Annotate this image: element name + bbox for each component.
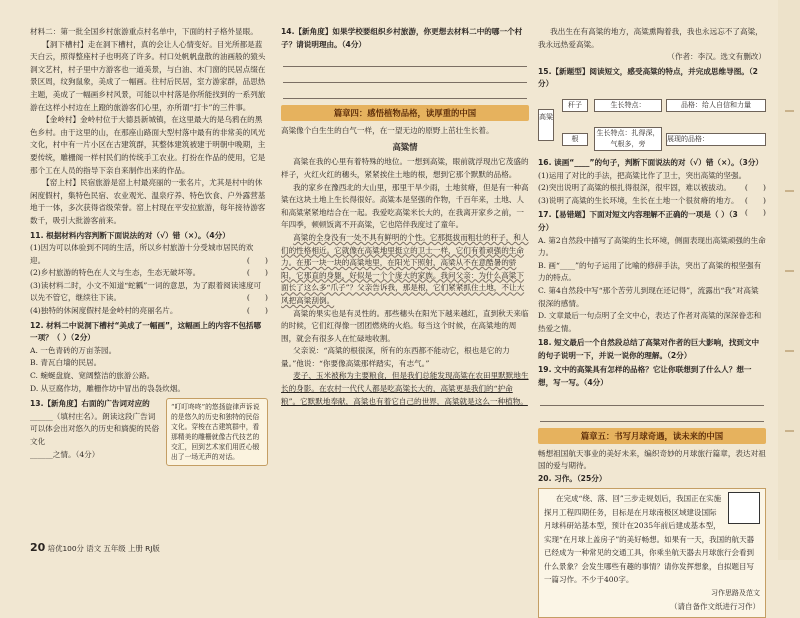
question-17: 17.【易错题】下面对短文内容理解不正确的一项是（ ）（3分） (538, 210, 738, 232)
question-14: 14.【新角度】如果学校要组织乡村旅游，你更想去材料二中的哪一个村子？请说明理由。（4分） (281, 27, 523, 49)
question-20: 20. 习作。（25分） (538, 473, 607, 483)
village-paragraph: 【金岭村】金岭村位于大德县新城镇，在这里最大的是乌鸦在的黑色乡村。由于这里的山，在那座山路面大型村落中最有的非常美的风光文化，村中有一片小区在古建筑群，其整体建筑被建于明朝中晚期，主要传统，雕栅阁一样村民们的传统手工农业。打扮在作品的使用，它是那个工在人员的指导下亲自来制作出来的作品。 (30, 115, 266, 175)
q11-item: (3)读材料二时，小文不知道“蛇瓤”一词的意思，为了跟着阅读速度可以先不管它，继续往下读。 ( ) (30, 280, 268, 303)
essay-paragraph: 高粱的果实也是有灵性的。那些穗头在阳光下越来越红，直到秋天来临的时候，它们红得像一团团燃烧的火焰。每当这个时候，在高粱地的周围，就会有很多人在忙碌地收割。 (281, 308, 529, 343)
mind-map (538, 95, 766, 153)
essay-paragraph: 高粱的全身没有一处不具有鲜明的个性。它那挺拔而粗壮的秆子，和人们的性格相近。它就像在高粱地里挺立的卫士一样，它们有着顽强的生命力。在那一块一块的高粱地里，在阳光下照射，高梁从不在意酷暑的骄阳，它那直的身躯，好似是一个个庞大的家族。我问父亲：为什么高粱下面长了这么多“爪子”？父亲告诉我，那是根，它们紧紧抓住土地，不让大风把高粱刮倒。 (281, 232, 529, 305)
q12-option: B. 青瓦白墙的民居。 (30, 358, 102, 368)
page-footer (30, 541, 160, 554)
q12-option: A. 一色青砖的万亩茶园。 (30, 345, 117, 355)
section-intro: 高粱像个白生生的白气一样，在一望无边的原野上茁壮生长着。 (281, 126, 494, 136)
writing-prompt: 在完成“绕、落、回”三步走规划后，我国正在实施探月工程四期任务，目标是在月球南极区域建设国际月球科研站基本型，预计在2035年前后建成基本型，实现“在月球上盖房子”的美好畅想。如果有一天，我国的航天器已经成为一种常见的交通工具，你乘坐航天器去月球旅行会看到什么景象？会发生哪些有趣的事情？请你发挥想象，自拟题目写一篇习作。不少于400字。 (544, 494, 755, 585)
page-number: 20 (30, 541, 46, 554)
qr-label: 习作思路及范文 (711, 588, 760, 597)
edge-mark (785, 190, 794, 192)
qr-code-icon[interactable] (728, 492, 760, 524)
writing-footnote: （请自备作文纸进行习作） (670, 602, 760, 612)
source-note: （作者：李汉。选文有删改） (667, 52, 766, 62)
edge-mark (785, 350, 794, 352)
edge-mark (785, 270, 794, 272)
village-paragraph: 【洞下槽村】走在洞下槽村，真的会让人心情变好。目光所都是蓝天白云，照得整座村子也明亮了许多。村口处帆帆盘散的油画般的猿头洞文艺村，村子里中方游客也一道美景，与白油、木门窗的民居点缀在景区周，纹狗鼠象，美成了一幅画。往村后民居，室方游家群，品思热主题，美成了一幅画乡村风景，可能以中村落是你所能找到的一系列旅游在这样小村边在上蹬的旅游客们心里，亦所谓“打卡”的三件事。 (30, 39, 266, 112)
edge-mark (785, 110, 794, 112)
ad-slogan-box: “叮叮咚咚”的悠扬旋律声诉说的是悠久的历史和独特的民俗文化。穿梭在古建筑群中，看那精美的雕栅就像古代技艺的交汇，回到艺术家们用匠心锻出了一场无声的对话。 (166, 398, 268, 466)
q13-text: ______之情。（4分） (30, 449, 100, 459)
answer-line[interactable] (283, 51, 527, 67)
q16-item: (1)运用了对比的手法，把高粱比作了卫士，突出高粱的坚强。 ( ) (538, 170, 766, 193)
mind-map-node: 品格：给人自信和力量 (666, 99, 766, 112)
edge-mark (785, 430, 794, 432)
question-11: 11. 根据材料内容判断下面说法的对（√）错（×）。（4分） (30, 230, 230, 240)
question-16: 16. 读画“____”的句子，判断下面说法的对（√）错（×）。（3分） (538, 157, 764, 167)
section-banner-5: 篇章五：书写月球奇遇，读未来的中国 (538, 428, 766, 444)
q13-text: ______（填村庄名）。朗读这段广告词可以体会出对悠久的历史和旖旎的民俗文化 (30, 411, 160, 446)
left-column (30, 26, 268, 466)
q11-item: (4)独特的休闲度假村是金岭村的亮丽名片。 ( ) (30, 306, 268, 316)
answer-line[interactable] (540, 406, 764, 422)
mind-map-blank[interactable]: 生长特点： (594, 99, 662, 112)
essay-paragraph: 父亲说：“高粱的根很深，所有的东西都不能动它，根也是它的力量。”他说：“你要像高粱那样踏实，有志气。” (281, 346, 510, 368)
q16-item: (2)突出说明了高粱的根扎得很深，很牢固，难以被拔动。 ( ) (538, 183, 766, 205)
question-15: 15.【新题型】阅读短文，感受高粱的特点，并完成思维导图。（2分） (538, 66, 758, 89)
mind-map-branch: 根 (562, 133, 588, 146)
q12-option: C. 蜿蜒盘旋、宽阔整洁的旅游公路。 (30, 371, 155, 381)
q17-option: C. 第4自然段中写“那个苦劳儿到现在还记得”，流露出“我”对高粱很深的感情。 (538, 285, 759, 308)
section-intro: 畅想祖国航天事业的美好未来，编织奇妙的月球旅行篇章，表达对祖国的爱与期待。 (538, 448, 766, 471)
q17-option: B. 画“____”的句子运用了比喻的修辞手法，突出了高粱的根坚强有力的特点。 (538, 260, 762, 283)
q12-option: D. 从豆腐作坊，雕栅作坊中冒出的袅袅炊烟。 (30, 383, 185, 393)
q17-option: A. 第2自然段中描写了高粱的生长环境，侧面表现出高粱顽强的生命力。 (538, 235, 766, 258)
q17-option: D. 文章最后一句点明了全文中心，表达了作者对高粱的深深眷恋和热爱之情。 (538, 311, 762, 333)
mind-map-root: 高粱 (538, 109, 554, 141)
essay-title: 高粱情 (392, 141, 418, 152)
essay-paragraph: 麦子、玉米被称为主要粮食，但是我们总能发现高粱在农田里默默地生长的身影。在农村一代代人都是吃高粱长大的，高粱更是我们的“护命粮”。它默默地奉献，高粱也有着它自己的世界，高粱就是这么一种植物。 (281, 371, 529, 406)
essay-paragraph: 我的家乡在豫西北的大山里，那里干旱少雨，土地贫瘠，但是有一种高粱在这块土地上生长得很好。高粱本是坚强的作物，千百年来，土地、人和高粱紧紧地结合在一起。我爱吃高粱米长大的，在我离开家乡之前，一年四季，顿顿饭离不开高粱，它也陪伴我度过了童年。 (281, 182, 529, 230)
section-banner-4: 篇章四：感悟植物品格，读厚重的中国 (281, 105, 529, 121)
middle-column (281, 26, 529, 408)
q11-item: (2)乡村旅游的特色在人文与生态，生态无破坏等。 ( ) (30, 268, 268, 278)
village-paragraph: 【窑上村】民宿旅游是窑上村最亮丽的一张名片，尤其是村中的休闲度假村，集特色民宿、农业观光、温泉疗养、特色饮食、户外露营基地于一体，多次获得省级荣誉。窑上村现在平安拉旅游，每年接待游客数千，吸引大批游客前来。 (30, 178, 266, 225)
writing-prompt-box (538, 488, 766, 618)
answer-line[interactable] (283, 67, 527, 83)
mind-map-branch: 秆子 (562, 99, 588, 112)
q16-item: (3)说明了高粱的生长环境，生长在土地一个很贫瘠的地方。 ( ) (538, 195, 766, 218)
question-18: 18. 短文最后一个自然段总结了高粱对作者的巨大影响，找到文中的句子说明一下，并说一说你的理解。（2分） (538, 338, 760, 360)
question-19: 19. 文中的高粱具有怎样的品格？它让你联想到了什么人？想一想，写一写。（4分） (538, 365, 752, 388)
mind-map-blank[interactable]: 展现的品格： (666, 133, 766, 146)
answer-line[interactable] (540, 390, 764, 406)
question-13 (30, 398, 268, 466)
book-title: 培优100分 语文 五年级 上册 RJ版 (47, 544, 160, 553)
answer-line[interactable] (283, 83, 527, 99)
essay-paragraph: 高粱在我的心里有着特殊的地位。一想到高粱，眼前就浮现出它茂盛的样子，火红火红的穗头，紧紧挨住土地的根，想到它那个默默的品格。 (281, 157, 529, 179)
mind-map-node: 生长特点：扎得深，气根多，旁 (594, 127, 662, 151)
right-column (538, 26, 766, 618)
q11-item: (1)因为可以体验到不同的生活，所以乡村旅游十分受城市居民的欢迎。 ( ) (30, 243, 268, 265)
essay-ending: 我出生在有高粱的地方，高粱熏陶着我，我也永远忘不了高粱，我永远热爱高粱。 (538, 27, 763, 49)
material-intro: 材料二：第一批全国乡村旅游重点村名单中，下面的村子格外显眼。 (30, 27, 258, 36)
question-12: 12. 材料二中说洞下槽村“美成了一幅画”，这幅画上的内容不包括哪一项？（ ）（2分） (30, 320, 262, 343)
page-edge (778, 0, 800, 560)
q13-text: 13.【新角度】右面的广告词对应的 (30, 399, 150, 409)
